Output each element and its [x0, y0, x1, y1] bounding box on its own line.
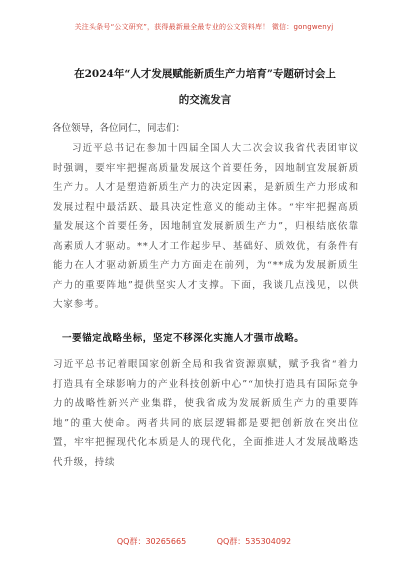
paragraph-section-1: 习近平总书记着眼国家创新全局和我省资源禀赋，赋予我省“着力打造具有全球影响力的产业科技创新中心”“加快打造具有国际竞争力的战略性新兴产业集群，使我省成为发展新质生产力的重要阵地”的重大使命。两者共同的底层逻辑都是要把创新放在突出位置，牢牢把握现代化本质是人的现代化，全面推进人才发展战略迭代升级，持续	[53, 359, 359, 468]
section-heading-1: 一要锚定战略坐标，坚定不移深化实施人才强市战略。	[62, 333, 305, 344]
greeting: 各位领导，各位同仁，同志们：	[52, 123, 186, 134]
document-title-line2: 的交流发言	[178, 94, 232, 106]
footer-qq-group-1: QQ群：30265665	[116, 537, 187, 546]
document-title-line1: 在2024年“人才发展赋能新质生产力培育”专题研讨会上	[74, 68, 336, 80]
footer-contacts	[0, 536, 408, 547]
paragraph-intro: 习近平总书记在参加十四届全国人大二次会议我省代表团审议时强调，要牢牢把握高质量发展这个首要任务，因地制宜发展新质生产力。人才是塑造新质生产力的决定因素，是新质生产力形成和发展过程中最活跃、最具决定性意义的能动主体。“牢牢把握高质量发展这个首要任务，因地制宜发展新质生产力”，归根结底依靠高素质人才驱动。**人才工作起步早、基础好、质效优，有条件有能力在人才驱动新质生产力方面走在前列，为“**成为发展新质生产力的重要阵地”提供坚实人才支撑。下面，我谈几点浅见，以供大家参考。	[53, 143, 359, 310]
promo-banner: 关注头条号“公文研究”，获得最新最全最专业的公文资料库！ 微信：gongwenyj	[74, 23, 334, 31]
footer-qq-group-2: QQ群：535304092	[216, 537, 292, 546]
